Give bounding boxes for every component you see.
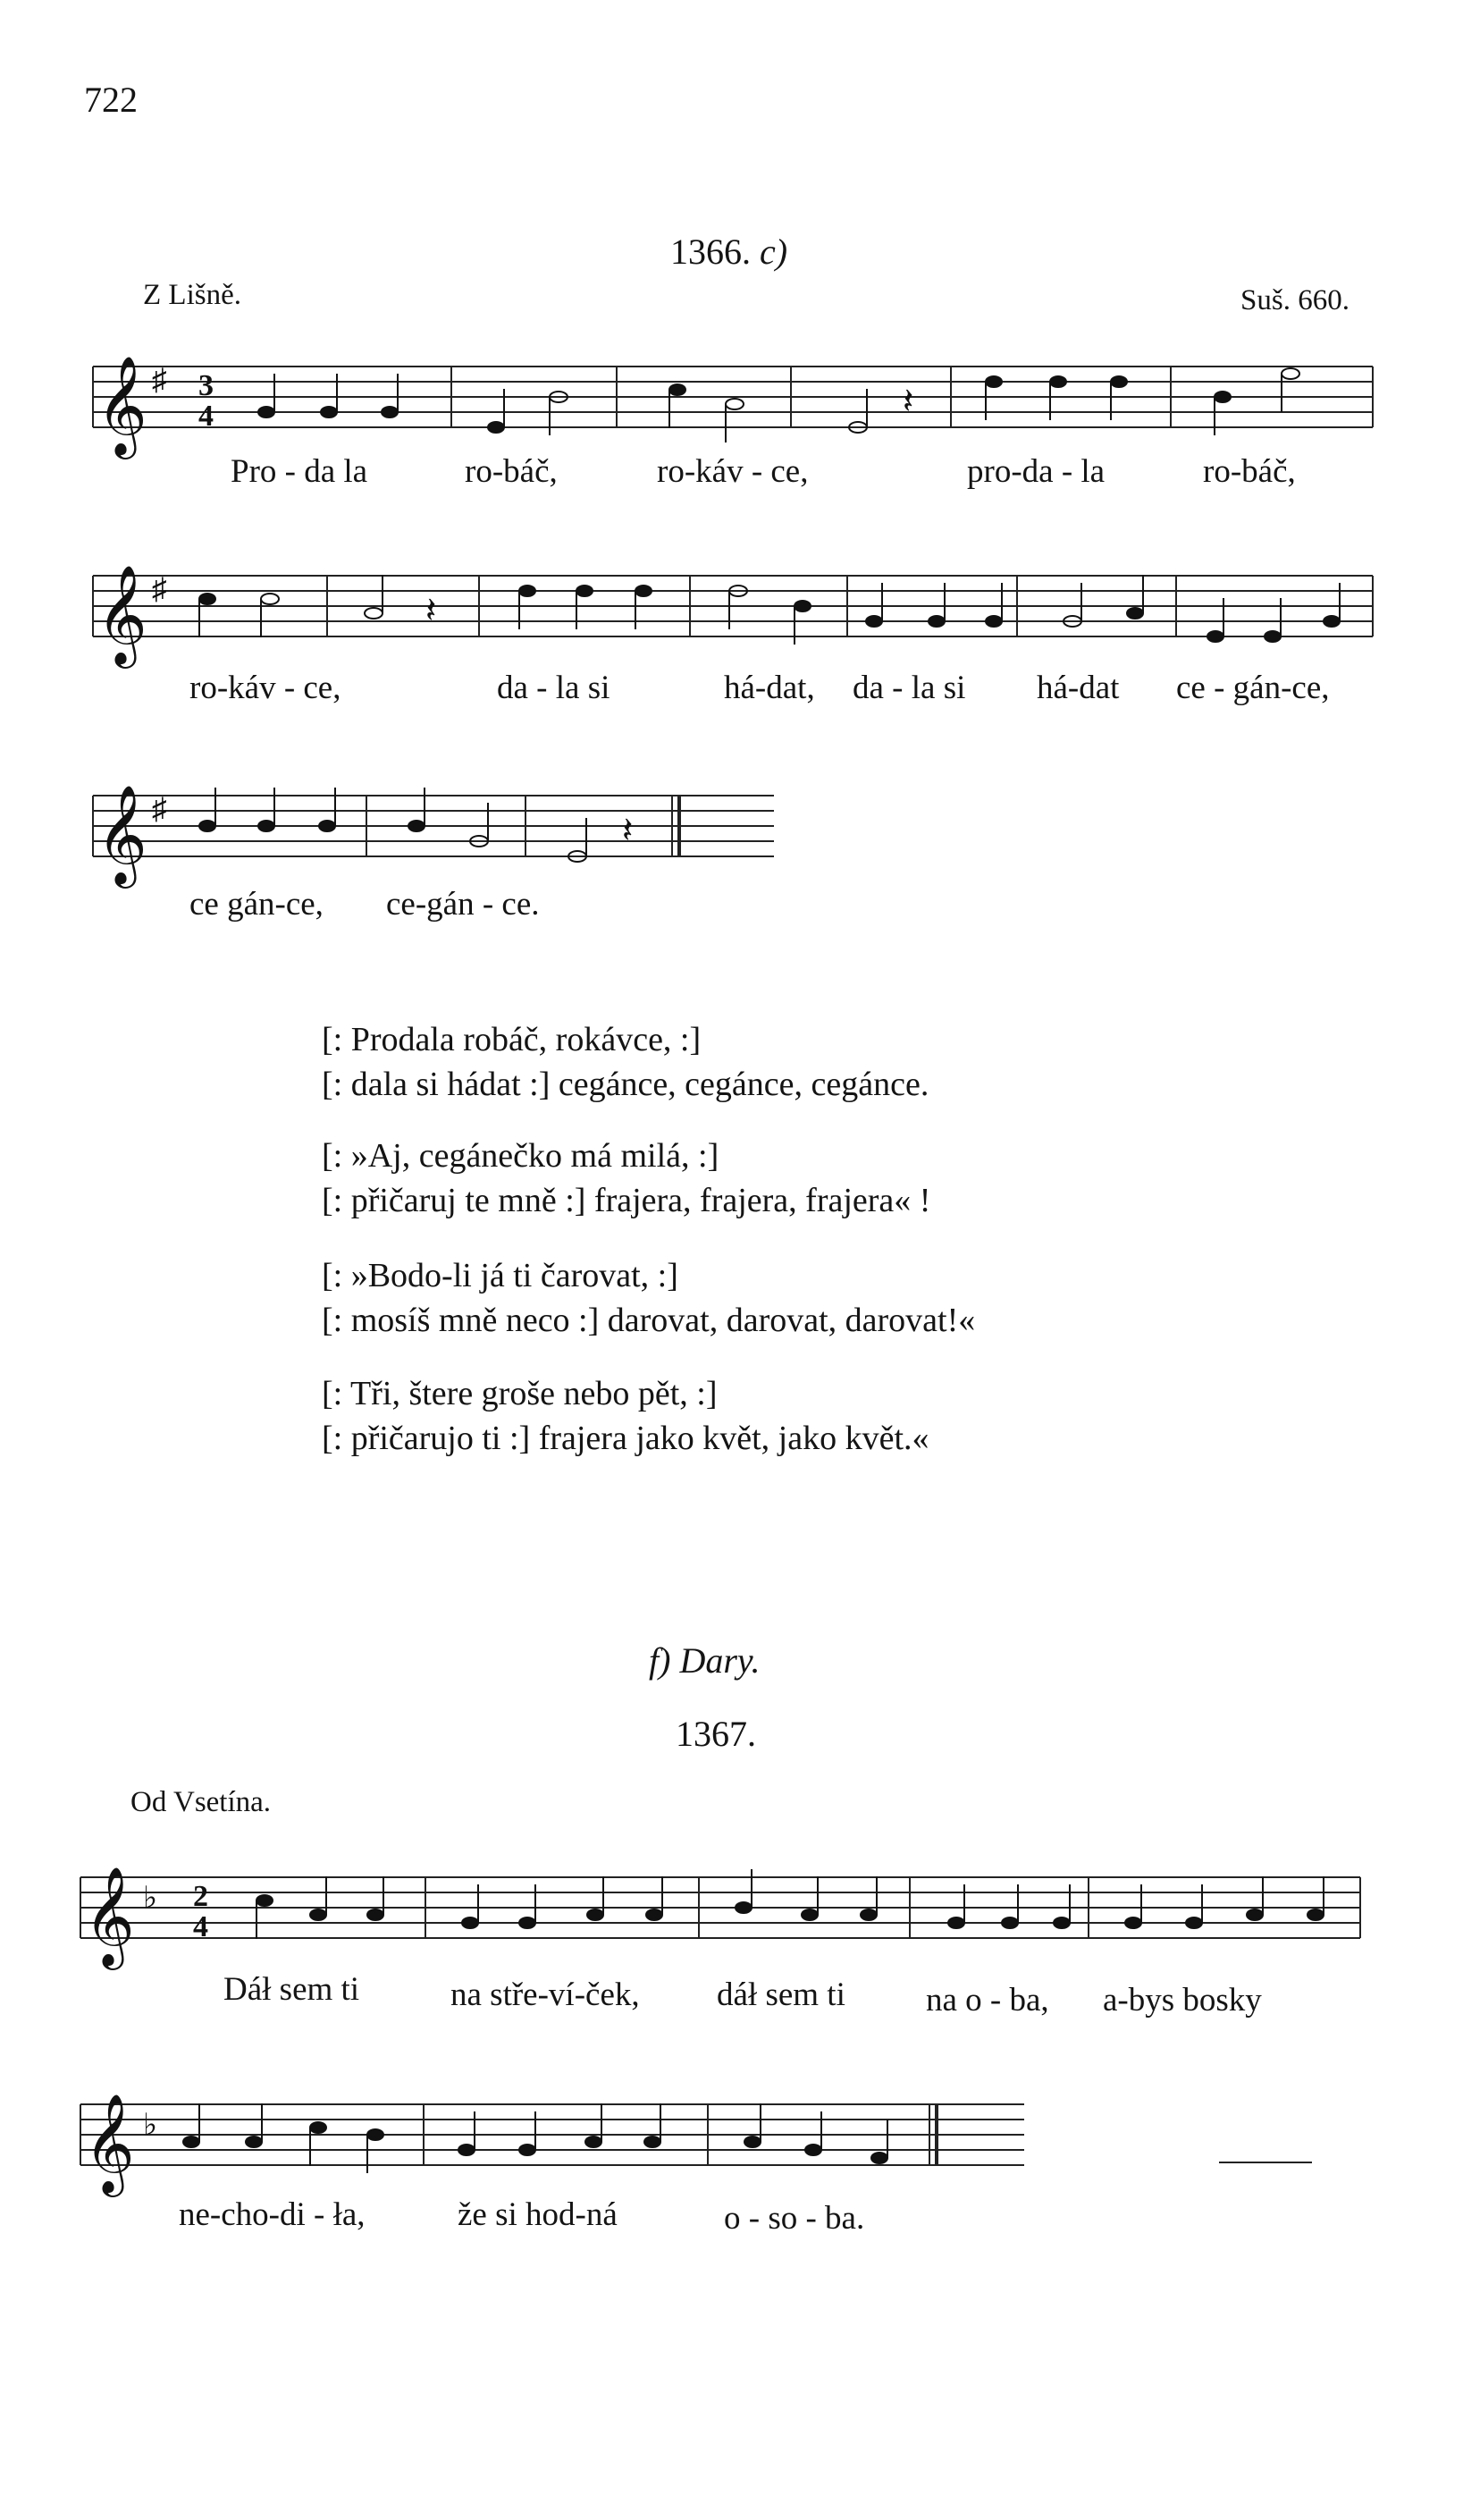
lyric-syllables: Pro - da la bbox=[231, 453, 368, 490]
song-number-suffix: c) bbox=[760, 232, 788, 272]
verse-line: [: »Bodo-li já ti čarovat, :] bbox=[322, 1257, 678, 1294]
quarter-rest: 𝄽 bbox=[903, 381, 914, 421]
lyric-syllables: Dáł sem ti bbox=[223, 1971, 360, 2008]
treble-clef: 𝄞 bbox=[97, 355, 147, 455]
time-signature-top: 3 bbox=[198, 369, 214, 402]
verse-line: [: Tři, štere groše nebo pět, :] bbox=[322, 1375, 718, 1412]
verse bbox=[322, 1017, 929, 1107]
end-rule bbox=[1219, 2162, 1312, 2163]
page-number: 722 bbox=[84, 80, 138, 120]
key-signature-sharp: ♯ bbox=[152, 364, 167, 397]
lyric-syllables: ro-káv - ce, bbox=[657, 453, 809, 490]
section-label: f) bbox=[649, 1640, 671, 1681]
treble-clef: 𝄞 bbox=[97, 564, 147, 664]
lyric-syllables: dáł sem ti bbox=[717, 1976, 845, 2013]
key-signature-flat: ♭ bbox=[143, 1882, 158, 1915]
quarter-rest: 𝄽 bbox=[425, 590, 437, 630]
lyric-syllables: da - la si bbox=[497, 670, 610, 706]
song-number: 1367. bbox=[676, 1714, 756, 1754]
verse-line: [: přičaruj te mně :] frajera, frajera, frajera« ! bbox=[322, 1182, 931, 1219]
time-signature-top: 2 bbox=[193, 1880, 208, 1913]
lyric-syllables: ro-báč, bbox=[465, 453, 558, 490]
verse-line: [: »Aj, cegánečko má milá, :] bbox=[322, 1137, 719, 1175]
lyric-syllables: da - la si bbox=[853, 670, 966, 706]
lyric-syllables: ne-cho-di - ła, bbox=[179, 2196, 366, 2233]
verse-line: [: mosíš mně neco :] darovat, darovat, darovat!« bbox=[322, 1302, 976, 1339]
section-heading bbox=[649, 1639, 760, 1681]
song-number bbox=[670, 231, 787, 273]
lyric-syllables: a-bys bosky bbox=[1103, 1982, 1262, 2019]
time-signature-bottom: 4 bbox=[193, 1910, 208, 1943]
music-staff bbox=[0, 778, 1463, 885]
verse bbox=[322, 1134, 930, 1223]
lyric-syllables: pro-da - la bbox=[967, 453, 1106, 490]
section-title: Dary. bbox=[679, 1640, 761, 1681]
lyric-syllables: ce-gán - ce. bbox=[386, 886, 540, 923]
lyric-syllables: že si hod-ná bbox=[458, 2196, 618, 2233]
treble-clef: 𝄞 bbox=[84, 1866, 135, 1966]
song-source: Z Lišně. bbox=[143, 279, 241, 311]
music-staff bbox=[0, 558, 1463, 665]
song-reference: Suš. 660. bbox=[1240, 284, 1349, 316]
lyric-syllables: na stře-ví-ček, bbox=[450, 1976, 640, 2013]
treble-clef: 𝄞 bbox=[84, 2093, 135, 2193]
verse-line: [: Prodala robáč, rokávce, :] bbox=[322, 1021, 702, 1058]
key-signature-sharp: ♯ bbox=[152, 793, 167, 826]
music-staff bbox=[0, 349, 1463, 456]
treble-clef: 𝄞 bbox=[97, 784, 147, 884]
time-signature-bottom: 4 bbox=[198, 400, 214, 433]
lyric-syllables: ce - gán-ce, bbox=[1176, 670, 1330, 706]
key-signature-flat: ♭ bbox=[143, 2109, 158, 2142]
lyric-syllables: há-dat, bbox=[724, 670, 815, 706]
key-signature-sharp: ♯ bbox=[152, 573, 167, 606]
quarter-rest: 𝄽 bbox=[622, 810, 634, 850]
lyric-syllables: ro-báč, bbox=[1203, 453, 1296, 490]
music-staff bbox=[0, 1859, 1463, 1967]
lyric-syllables: ro-káv - ce, bbox=[189, 670, 341, 706]
verse bbox=[322, 1253, 975, 1343]
verse bbox=[322, 1371, 929, 1461]
lyric-syllables: ce gán-ce, bbox=[189, 886, 324, 923]
music-staff bbox=[0, 2086, 1463, 2194]
song-source: Od Vsetína. bbox=[130, 1786, 272, 1818]
lyric-syllables: o - so - ba. bbox=[724, 2200, 865, 2237]
lyric-syllables: na o - ba, bbox=[926, 1982, 1049, 2019]
verse-line: [: dala si hádat :] cegánce, cegánce, cegánce. bbox=[322, 1066, 929, 1103]
verse-line: [: přičarujo ti :] frajera jako květ, jako květ.« bbox=[322, 1420, 929, 1457]
lyric-syllables: há-dat bbox=[1037, 670, 1120, 706]
song-number-value: 1366. bbox=[670, 232, 751, 272]
